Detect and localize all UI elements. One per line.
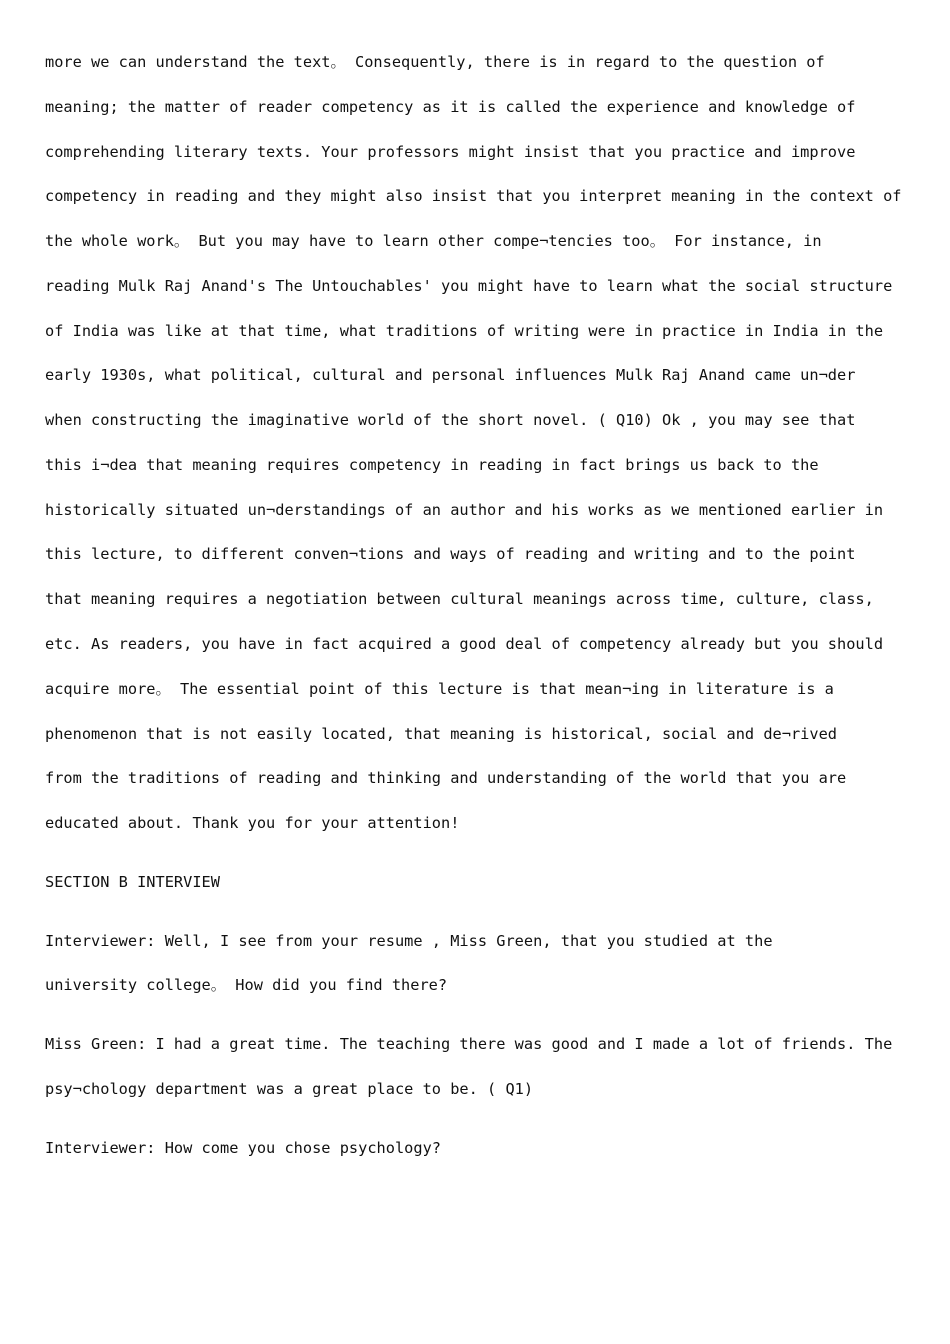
lecture-line: this lecture, to different conven¬tions and ways of reading and writing and to the point: [45, 545, 856, 563]
lecture-line: acquire more。 The essential point of this lecture is that mean¬ing in literature is a: [45, 680, 834, 698]
section-heading: SECTION B INTERVIEW: [45, 873, 220, 891]
lecture-line: etc. As readers, you have in fact acquired a good deal of competency already but you should: [45, 635, 884, 653]
interviewer-line: Interviewer: Well, I see from your resume , Miss Green, that you studied at the: [45, 932, 773, 950]
lecture-line: early 1930s, what political, cultural and personal influences Mulk Raj Anand came un¬der: [45, 366, 856, 384]
lecture-line: historically situated un¬derstandings of an author and his works as we mentioned earlier in: [45, 501, 884, 519]
candidate-line: psy¬chology department was a great place to be. ( Q1): [45, 1080, 534, 1098]
lecture-line: educated about. Thank you for your attention!: [45, 814, 460, 832]
lecture-line: comprehending literary texts. Your professors might insist that you practice and improve: [45, 143, 856, 161]
lecture-line: phenomenon that is not easily located, that meaning is historical, social and de¬rived: [45, 725, 838, 743]
interviewer-line: university college。 How did you find there?: [45, 976, 448, 994]
lecture-line: this i¬dea that meaning requires competency in reading in fact brings us back to the: [45, 456, 819, 474]
lecture-line: the whole work。 But you may have to learn other compe¬tencies too。 For instance, in: [45, 232, 822, 250]
lecture-line: reading Mulk Raj Anand's The Untouchables' you might have to learn what the social structure: [45, 277, 893, 295]
lecture-line: meaning; the matter of reader competency as it is called the experience and knowledge of: [45, 98, 856, 116]
lecture-line: when constructing the imaginative world of the short novel. ( Q10) Ok , you may see that: [45, 411, 856, 429]
candidate-line: Miss Green: I had a great time. The teaching there was good and I made a lot of friends. The: [45, 1035, 893, 1053]
lecture-line: of India was like at that time, what traditions of writing were in practice in India in the: [45, 322, 884, 340]
interviewer-line: Interviewer: How come you chose psychology?: [45, 1139, 442, 1157]
lecture-line: competency in reading and they might also insist that you interpret meaning in the context of: [45, 187, 902, 205]
lecture-line: that meaning requires a negotiation between cultural meanings across time, culture, class,: [45, 590, 874, 608]
lecture-line: from the traditions of reading and thinking and understanding of the world that you are: [45, 769, 847, 787]
lecture-line: more we can understand the text。 Consequently, there is in regard to the question of: [45, 53, 825, 71]
